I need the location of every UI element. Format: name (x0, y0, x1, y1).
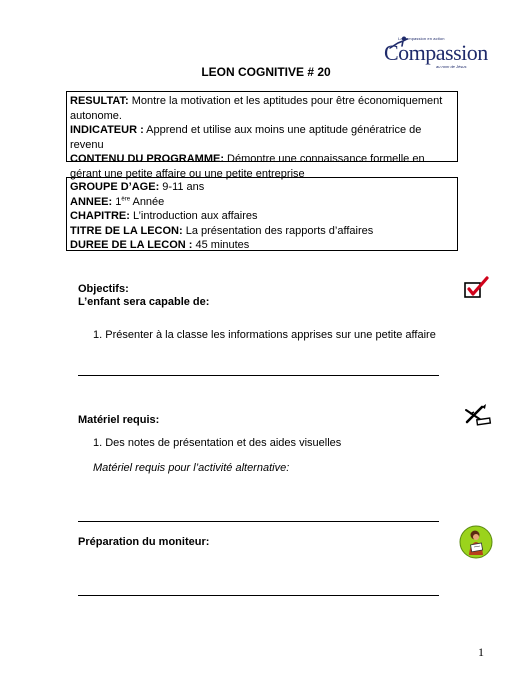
divider-line (78, 595, 439, 596)
duree-text: 45 minutes (192, 239, 250, 251)
divider-line (78, 375, 439, 376)
objectif-item: 1. Présenter à la classe les informations apprises sur une petite affaire (93, 329, 436, 341)
divider-line (78, 521, 439, 522)
indicateur-text: Apprend et utilise aux moins une aptitude génératrice de revenu (70, 124, 422, 151)
annee-sup: ère (121, 195, 131, 202)
objectifs-subheading: L’enfant sera capable de: (78, 296, 210, 308)
groupe-label: GROUPE D’AGE: (70, 181, 160, 193)
annee-text: Année (130, 195, 165, 208)
annee-num: 1 (112, 195, 122, 208)
pencil-tools-icon (464, 402, 492, 426)
duree-label: DUREE DE LA LECON : (70, 239, 193, 251)
titre-line (70, 224, 454, 239)
indicateur-label: INDICATEUR : (70, 124, 144, 136)
objectifs-section (78, 283, 209, 309)
page-title: LEON COGNITIVE # 20 (201, 65, 331, 79)
chapitre-label: CHAPITRE: (70, 210, 130, 222)
annee-line (70, 195, 454, 210)
resultat-line (70, 94, 454, 123)
resultat-label: RESULTAT: (70, 95, 129, 107)
teacher-reading-icon (459, 525, 493, 559)
page-number: 1 (478, 645, 484, 659)
annee-label: ANNEE: (70, 195, 113, 208)
duree-line (70, 238, 454, 253)
logo-subtext: au nom de Jésus (436, 64, 467, 69)
lesson-info-box (66, 177, 458, 251)
titre-text: La présentation des rapports d’affaires (182, 224, 374, 237)
logo-tagline: La compassion en action (398, 36, 445, 41)
contenu-text: Démontre une connaissance formelle en gérant une petite affaire ou une petite entreprise (70, 153, 425, 180)
groupe-text: 9-11 ans (159, 181, 205, 193)
objectifs-heading: Objectifs: (78, 283, 129, 295)
preparation-heading: Préparation du moniteur: (78, 536, 210, 548)
groupe-line (70, 180, 454, 195)
resultat-text: Montre la motivation et les aptitudes pour être économiquement autonome. (70, 95, 443, 122)
contenu-label: CONTENU DU PROGRAMME: (70, 153, 224, 165)
materiel-alternative: Matériel requis pour l’activité alternative: (93, 462, 290, 474)
materiel-item: 1. Des notes de présentation et des aides visuelles (93, 437, 342, 449)
chapitre-text: L’introduction aux affaires (129, 210, 258, 222)
program-box (66, 91, 458, 180)
materiel-heading: Matériel requis: (78, 414, 160, 426)
checkbox-check-icon (464, 276, 490, 300)
titre-label: TITRE DE LA LECON: (70, 224, 183, 237)
indicateur-line (70, 123, 454, 152)
chapitre-line (70, 209, 454, 224)
logo-wordmark: Compassion (384, 40, 488, 65)
